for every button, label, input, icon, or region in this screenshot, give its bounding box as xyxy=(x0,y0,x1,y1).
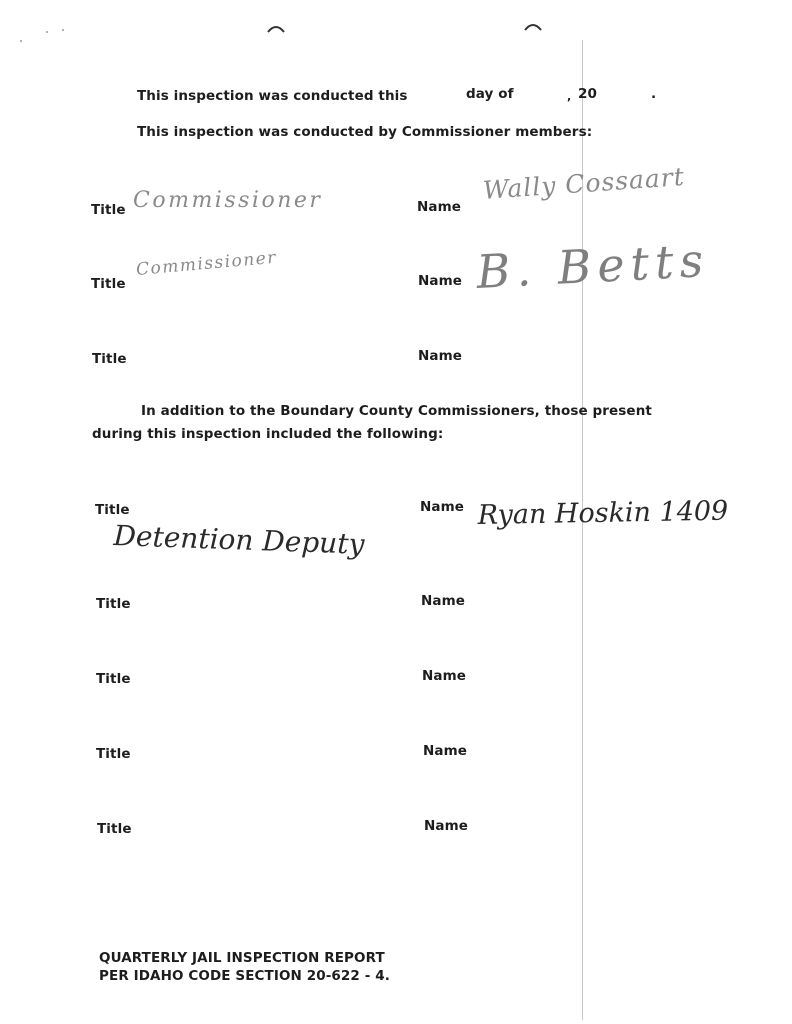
inspection-day-of-label: day of xyxy=(466,86,514,102)
handwritten-signature: B. Betts xyxy=(475,232,711,299)
inspection-date-period: . xyxy=(651,86,657,102)
handwritten-title: Detention Deputy xyxy=(113,519,365,561)
report-footer-title: QUARTERLY JAIL INSPECTION REPORT xyxy=(99,950,385,966)
title-label: Title xyxy=(91,276,126,292)
scan-speck xyxy=(46,31,48,33)
title-label: Title xyxy=(97,821,132,837)
name-label: Name xyxy=(418,273,463,289)
title-label: Title xyxy=(96,671,131,687)
inspection-date-prefix: This inspection was conducted this xyxy=(137,88,408,104)
inspection-date-comma: , xyxy=(567,90,572,103)
name-label: Name xyxy=(423,743,468,759)
name-label: Name xyxy=(418,348,463,364)
commissioner-members-heading: This inspection was conducted by Commissioner members: xyxy=(137,124,593,140)
inspection-year-prefix: 20 xyxy=(578,86,597,102)
title-label: Title xyxy=(96,746,131,762)
title-label: Title xyxy=(92,351,127,367)
scan-speck xyxy=(62,29,64,31)
name-label: Name xyxy=(421,593,466,609)
scan-speck xyxy=(20,40,22,42)
additional-attendees-intro: In addition to the Boundary County Commissioners, those present xyxy=(141,403,652,419)
punch-hole-mark-right xyxy=(523,20,543,32)
handwritten-title: Commissioner xyxy=(133,188,323,213)
title-label: Title xyxy=(96,596,131,612)
title-label: Title xyxy=(95,502,130,518)
handwritten-signature: Ryan Hoskin 1409 xyxy=(477,495,729,531)
name-label: Name xyxy=(424,818,469,834)
handwritten-signature: Wally Cossaart xyxy=(481,161,686,205)
name-label: Name xyxy=(417,199,462,215)
additional-attendees-intro-continued: during this inspection included the following: xyxy=(92,426,444,442)
handwritten-title: Commissioner xyxy=(135,247,278,280)
title-label: Title xyxy=(91,202,126,218)
name-label: Name xyxy=(422,668,467,684)
punch-hole-mark-left xyxy=(266,22,286,34)
report-footer-code: PER IDAHO CODE SECTION 20-622 - 4. xyxy=(99,968,390,984)
name-label: Name xyxy=(420,499,465,515)
